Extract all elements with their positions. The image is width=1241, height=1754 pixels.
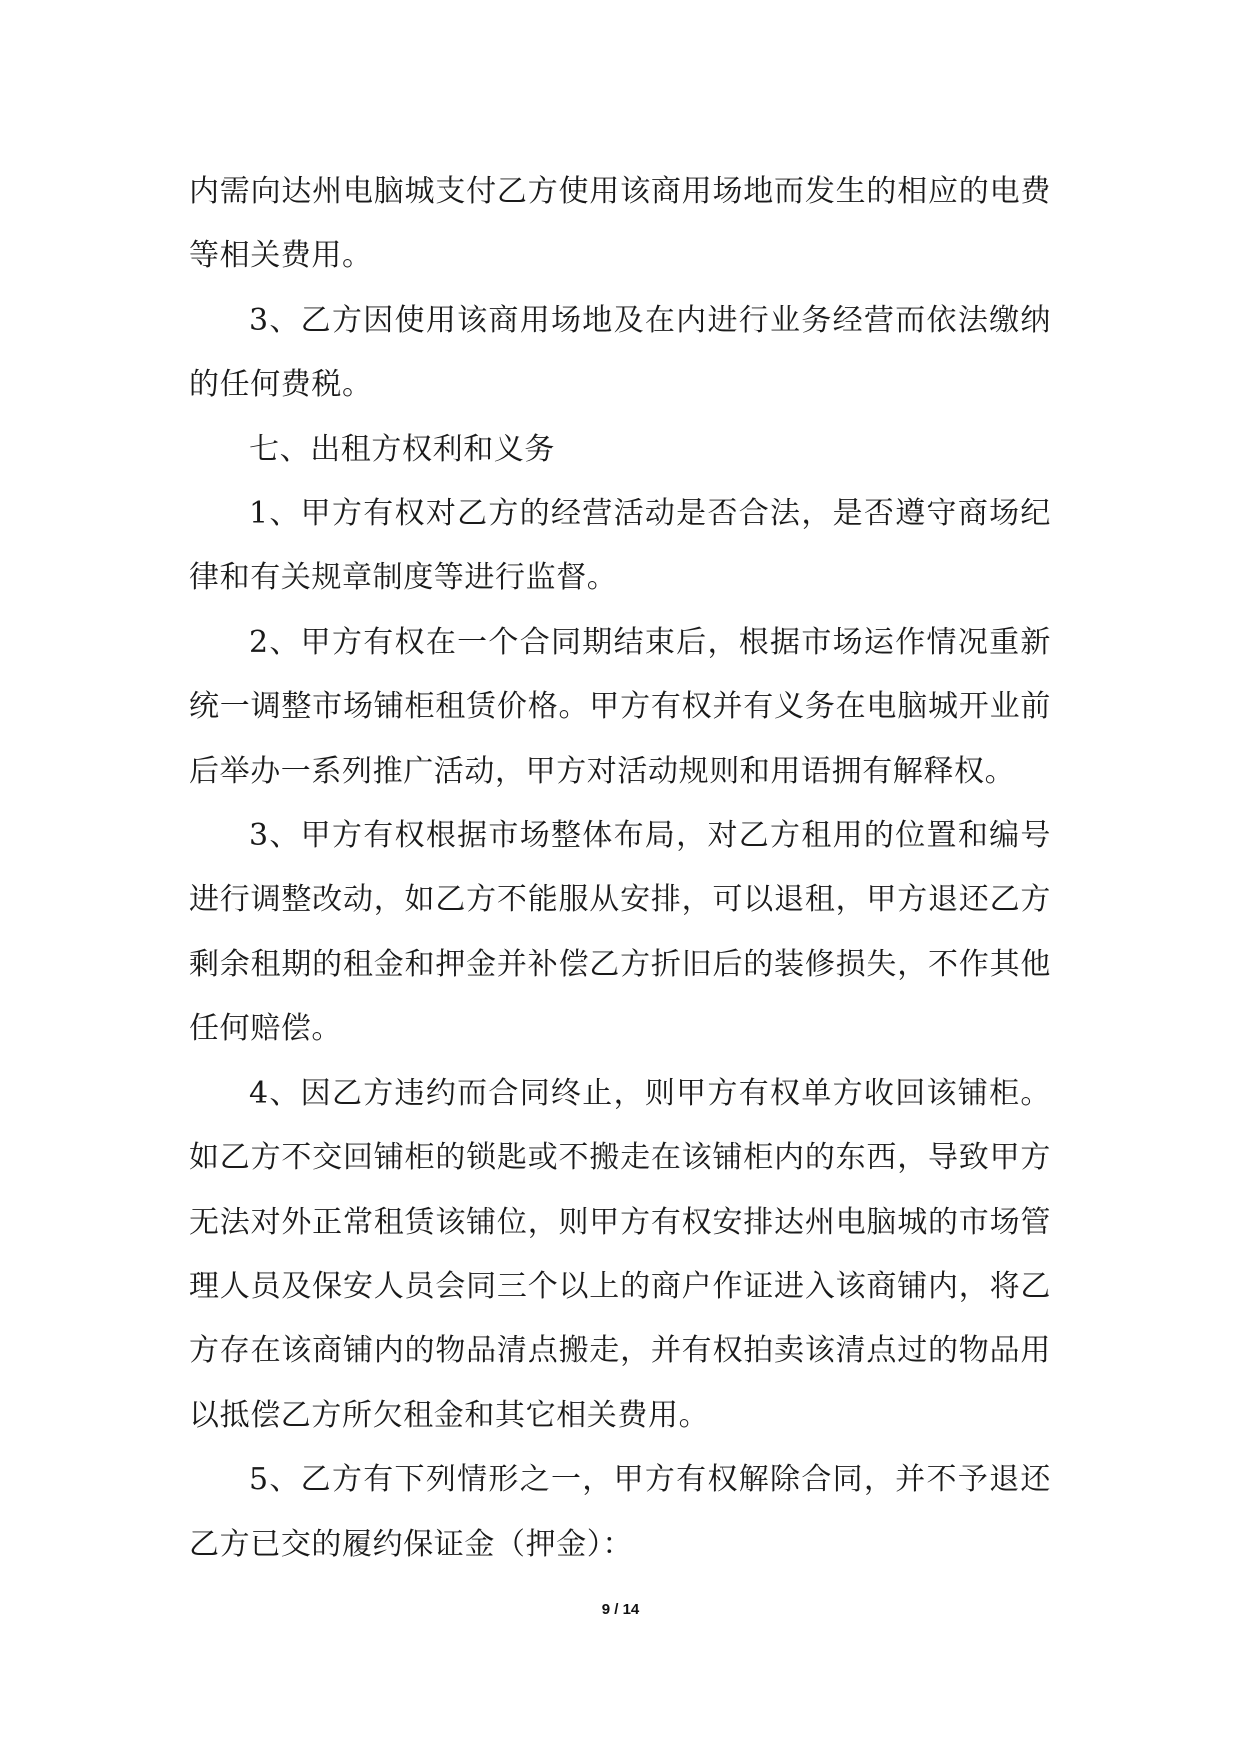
paragraph: 1、甲方有权对乙方的经营活动是否合法，是否遵守商场纪律和有关规章制度等进行监督。 — [189, 496, 1051, 596]
page-number: 9 / 14 — [601, 1601, 640, 1618]
section-heading: 七、出租方权利和义务 — [249, 431, 555, 467]
paragraph: 3、乙方因使用该商用场地及在内进行业务经营而依法缴纳的任何费税。 — [189, 302, 1051, 403]
paragraph: 2、甲方有权在一个合同期结束后，根据市场运作情况重新统一调整市场铺柜租赁价格。甲方有权并有义务在电脑城开业前后举办一系列推广活动，甲方对活动规则和用语拥有解释权。 — [189, 624, 1051, 789]
paragraph: 4、因乙方违约而合同终止，则甲方有权单方收回该铺柜。如乙方不交回铺柜的锁匙或不搬走在该铺柜内的东西，导致甲方无法对外正常租赁该铺位，则甲方有权安排达州电脑城的市场管理人员及保安人员会同三个以上的商户作证进入该商铺内，将乙方存在该商铺内的物品清点搬走，并有权拍卖该清点过的物品用以抵偿乙方所欠租金和其它相关费用。 — [189, 1075, 1051, 1433]
paragraph: 3、甲方有权根据市场整体布局，对乙方租用的位置和编号进行调整改动，如乙方不能服从安排，可以退租，甲方退还乙方剩余租期的租金和押金并补偿乙方折旧后的装修损失，不作其他任何赔偿。 — [189, 818, 1051, 1047]
paragraph: 内需向达州电脑城支付乙方使用该商用场地而发生的相应的电费等相关费用。 — [189, 174, 1051, 274]
paragraph: 5、乙方有下列情形之一，甲方有权解除合同，并不予退还乙方已交的履约保证金（押金）： — [189, 1462, 1051, 1562]
document-body — [189, 160, 1051, 1577]
